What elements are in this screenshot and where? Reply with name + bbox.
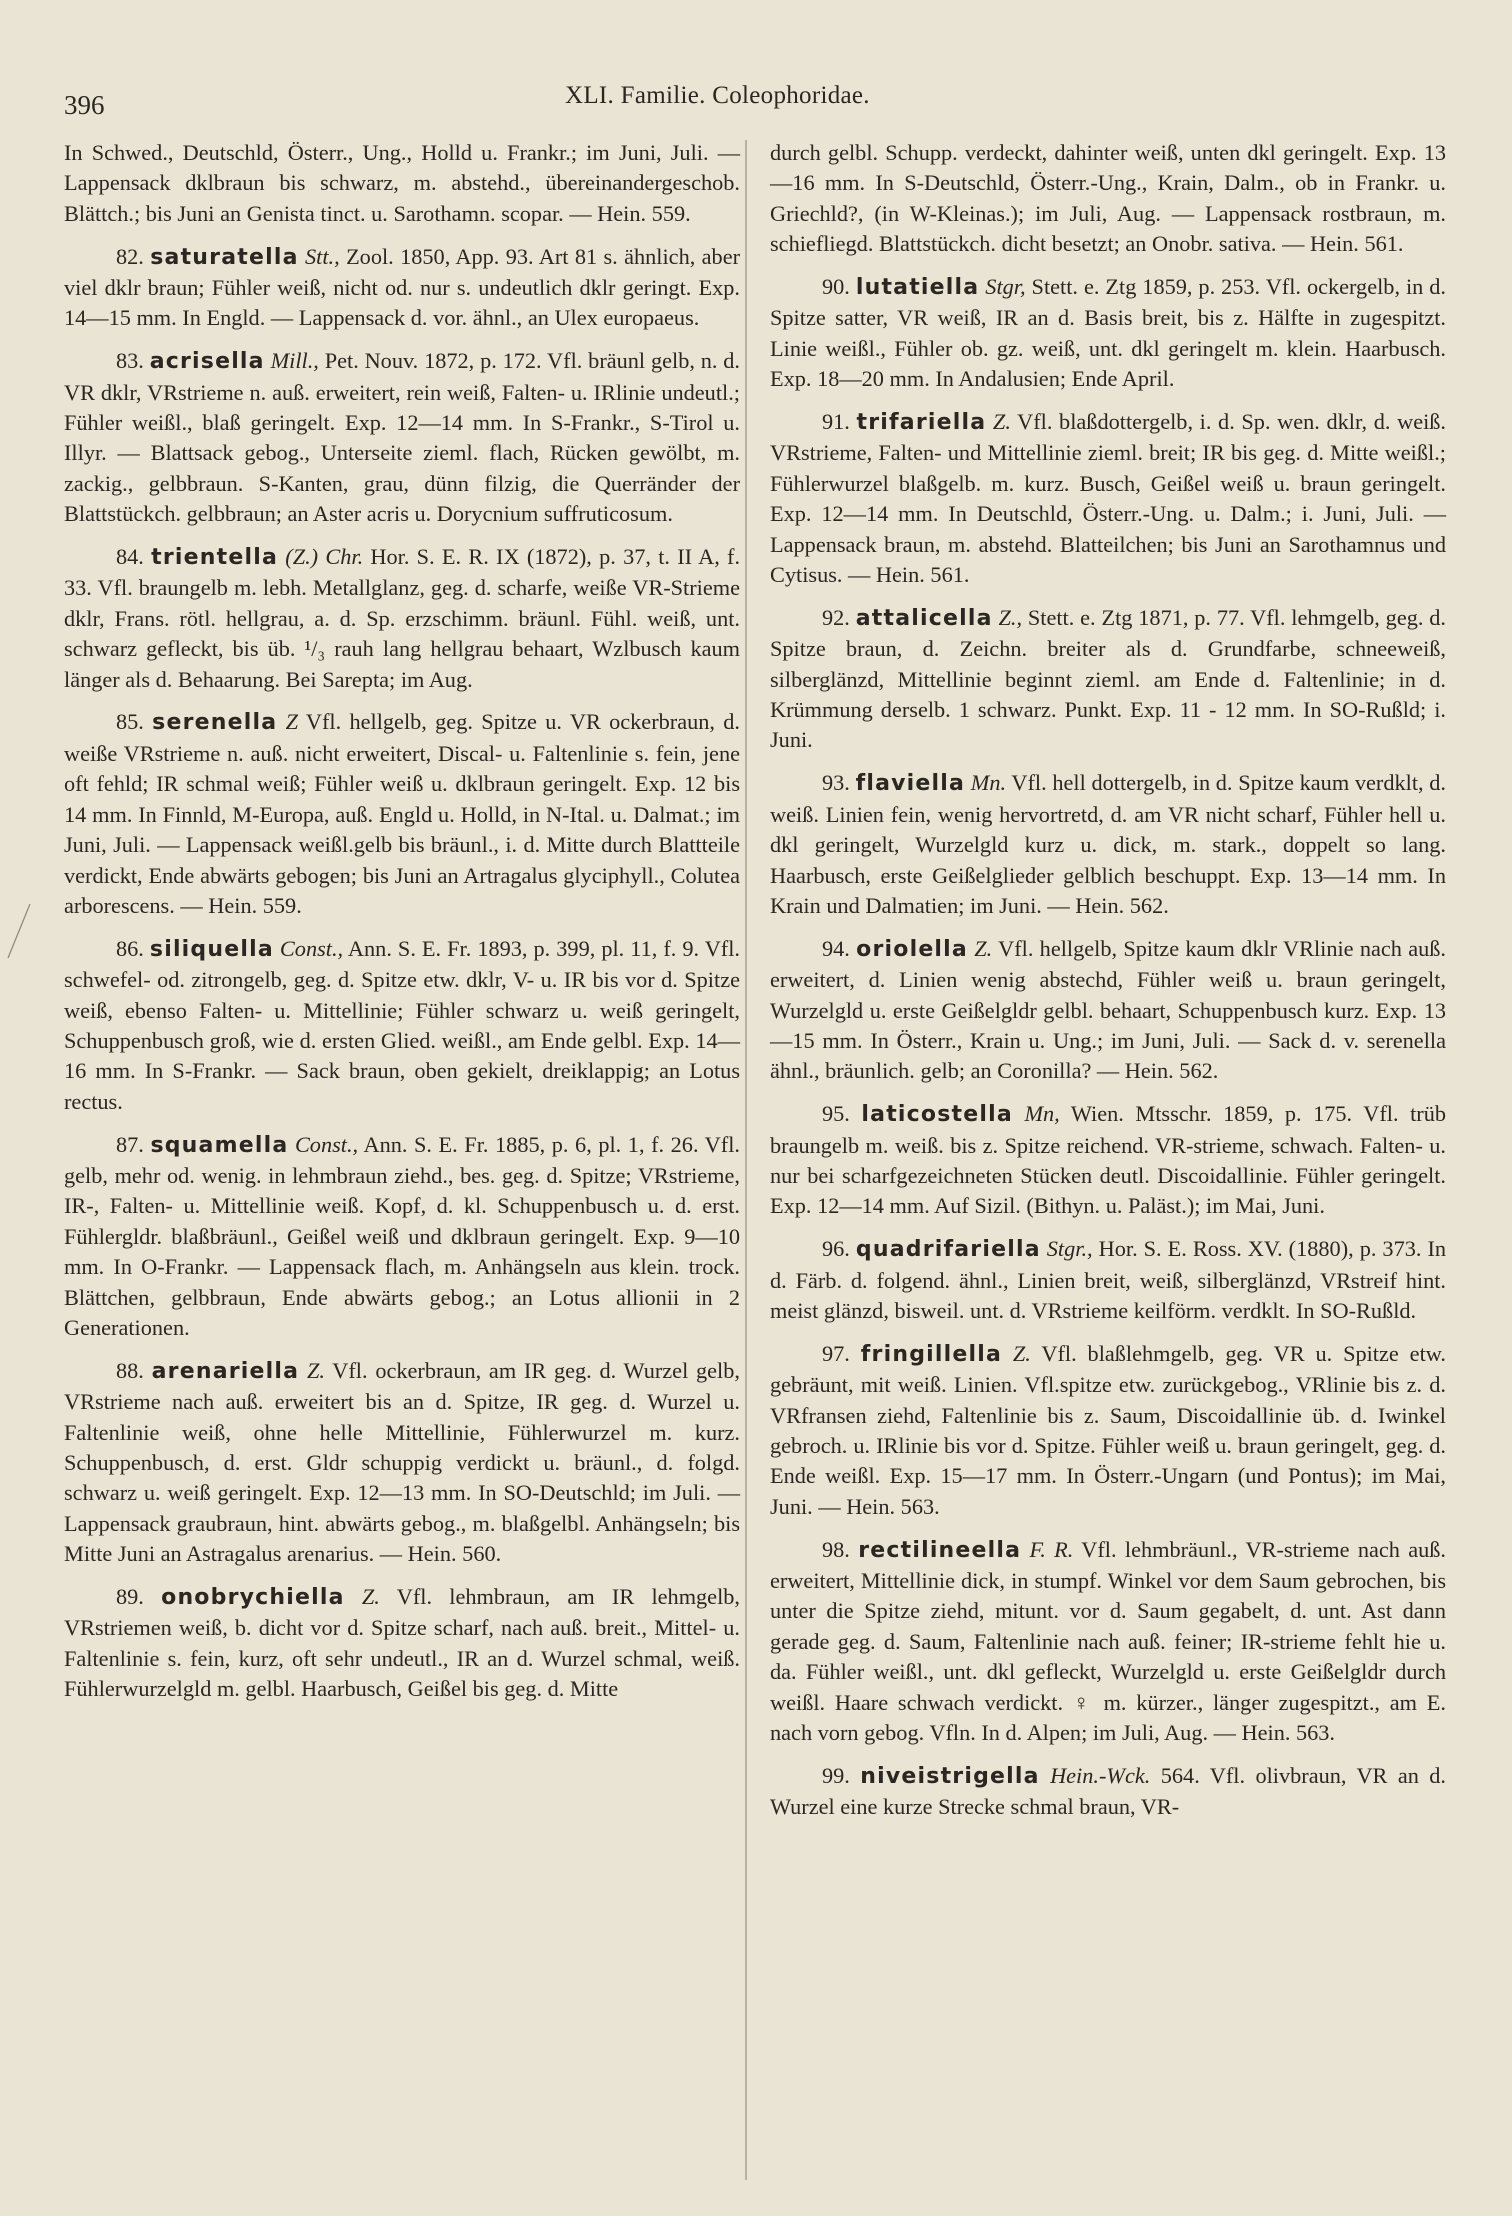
species-entry bbox=[770, 1761, 1446, 1823]
entry-number: 86. bbox=[116, 935, 144, 961]
entry-number: 98. bbox=[822, 1536, 850, 1562]
entry-text: Ann. S. E. Fr. 1885, p. 6, pl. 1, f. 26. Vfl. gelb, mehr od. wenig. in lehmbraun ziehd., bes. geg. d. Spitze; VRstrieme, IR-, Falten- u. Mittellinie weiß. Kopf, d. kl. Schuppenbusch u. d. erst. Fühlergldr. blaßbräunl., Geißel weiß und dklbraun geringelt. Exp. 9—10 mm. In O-Frankr. — Lappensack flach, m. Anhängseln aus klein. trock. Blättchen, gelbbraun, Ende abwärts gebog.; an Lotus allionii in 2 Generationen. bbox=[64, 1131, 740, 1340]
author-citation: (Z.) Chr. bbox=[285, 544, 364, 570]
entry-number: 90. bbox=[822, 274, 850, 300]
species-name: trientella bbox=[151, 545, 278, 571]
author-citation: Stt., bbox=[305, 243, 340, 269]
author-citation: Z. bbox=[992, 409, 1011, 435]
entry-number: 83. bbox=[116, 348, 144, 374]
species-entry bbox=[770, 768, 1446, 921]
entry-number: 99. bbox=[822, 1762, 850, 1788]
entry-text: In Schwed., Deutschld, Österr., Ung., Holld u. Frankr.; im Juni, Juli. — Lappensack dklbraun bis schwarz, m. abstehd., übereinandergeschob. Blättch.; bis Juni an Genista tinct. u. Sarothamn. scopar. — Hein. 559. bbox=[64, 140, 740, 226]
author-citation: Z. bbox=[974, 935, 993, 961]
page-number: 396 bbox=[64, 90, 105, 120]
entry-text: Hor. S. E. R. IX (1872), p. 37, t. II A, f. 33. Vfl. braungelb m. lebh. Metallglanz, geg. d. scharfe, weiße VR-Strieme dklr, Frans. rötl. hellgrau, a. d. Sp. erzschimm. bräunl. Fühl. weiß, unt. schwarz gefleckt, bis üb. ¹/₃ rauh lang hellgrau behaart, Wzlbusch kaum länger als d. Behaarung. Bei Sarepta; im Aug. bbox=[64, 544, 741, 692]
entry-text: Vfl. hellgelb, geg. Spitze u. VR ockerbraun, d. weiße VRstrieme n. auß. nicht erweitert, Discal- u. Faltenlinie s. fein, jene oft fehld; IR schmal weiß; Fühler weiß u. dklbraun geringelt. Exp. 12 bis 14 mm. In Finnld, M-Europa, auß. Engld u. Holld, in N-Ital. u. Dalmat.; im Juni, Juli. — Lappensack weißl.gelb bis bräunl., i. d. Mitte durch Blattteile verdickt, Ende abwärts gebogen; bis Juni an Artragalus glyciphyll., Colutea arborescens. — Hein. 559. bbox=[64, 709, 740, 918]
entry-number: 96. bbox=[822, 1236, 850, 1262]
entry-text: Zool. 1850, App. 93. Art 81 s. ähnlich, aber viel dklr braun; Fühler weiß, nicht od. nur s. undeutlich dklr geringt. Exp. 14—15 mm. In Engld. — Lappensack d. vor. ähnl., an Ulex europaeus. bbox=[64, 243, 741, 331]
entry-text: Vfl. lehmbräunl., VR-strieme nach auß. erweitert, Mittellinie dick, in stumpf. Winkel vor dem Saum gebrochen, bis unter die Spitze ziehd, mitunt. vor d. Saum gegabelt, d. unt. Ast dann gerade geg. d. Saum, Faltenlinie nach auß. feiner; IR-strieme fehlt hie u. da. Fühler weißl., unt. dkl gefleckt, Wurzelgld u. erste Geißelgldr durch weißl. Haare schwach verdickt. ♀ m. kürzer., länger zugespitzt., am E. nach vorn gebog. Vfln. In d. Alpen; im Juli, Aug. — Hein. 563. bbox=[770, 1536, 1447, 1746]
entry-number: 88. bbox=[116, 1357, 144, 1383]
author-citation: Mn, bbox=[1024, 1101, 1060, 1127]
author-citation: Hein.-Wck. bbox=[1050, 1762, 1151, 1788]
species-name: niveistrigella bbox=[860, 1763, 1040, 1789]
entry-number: 97. bbox=[822, 1340, 850, 1366]
species-entry bbox=[770, 934, 1446, 1087]
right-column bbox=[770, 138, 1446, 1835]
species-entry bbox=[64, 346, 740, 529]
pencil-mark-icon bbox=[0, 900, 40, 960]
entry-number: 85. bbox=[116, 709, 144, 735]
author-citation: F. R. bbox=[1029, 1536, 1074, 1562]
species-entry bbox=[770, 272, 1446, 395]
species-name: attalicella bbox=[855, 605, 993, 631]
author-citation: Mill., bbox=[270, 348, 319, 374]
author-citation: Stgr, bbox=[985, 274, 1026, 300]
continued-text bbox=[770, 138, 1446, 260]
entry-text: Vfl. blaßlehmgelb, geg. VR u. Spitze etw. gebräunt, mit weiß. Linien. Vfl.spitze etw. zurückgebog., VRlinie bis z. d. VRfransen ziehd, Faltenlinie bis z. Saum, Discoidallinie üb. d. Iwinkel gebroch. u. IRlinie bis vor d. Spitze. Fühler weiß u. braun geringelt, geg. d. Ende weißl. Exp. 15—17 mm. In Österr.-Ungarn (und Pontus); im Mai, Juni. — Hein. 563. bbox=[770, 1340, 1446, 1519]
species-name: squamella bbox=[150, 1132, 289, 1158]
species-entry bbox=[770, 1234, 1446, 1326]
species-entry bbox=[64, 1356, 740, 1570]
species-entry bbox=[64, 1130, 740, 1344]
entry-text: Vfl. hellgelb, Spitze kaum dklr VRlinie nach auß. erweitert, d. Linien wenig abstechd, Fühler weiß u. braun geringelt, Wurzelgld u. erste Geißelgldr gelbl. behaart, Schuppenbusch kurz. Exp. 13—15 mm. In Österr., Krain u. Ung.; im Juni, Juli. — Sack d. v. serenella ähnl., bräunlich. gelb; an Coronilla? — Hein. 562. bbox=[770, 935, 1446, 1084]
author-citation: Z. bbox=[361, 1584, 380, 1609]
author-citation: Z bbox=[285, 709, 298, 735]
entry-text: Hor. S. E. Ross. XV. (1880), p. 373. In d. Färb. d. folgend. ähnl., Linien breit, weiß, silberglänzd, VRstreif hint. meist glänzd, bisweil. unt. d. VRstrieme keilförm. verdklt. In SO-Rußld. bbox=[770, 1236, 1447, 1323]
author-citation: Z. bbox=[1012, 1340, 1031, 1366]
species-name: serenella bbox=[152, 710, 278, 736]
species-name: oriolella bbox=[856, 936, 968, 962]
continued-text bbox=[64, 138, 740, 229]
species-entry bbox=[770, 407, 1446, 590]
author-citation: Const., bbox=[279, 935, 344, 961]
species-name: trifariella bbox=[856, 410, 987, 436]
entry-number: 92. bbox=[822, 604, 850, 630]
species-entry bbox=[64, 934, 740, 1117]
entry-text: Vfl. blaßdottergelb, i. d. Sp. wen. dklr, d. weiß. VRstrieme, Falten- und Mittellinie zieml. breit; IR bis geg. d. Mitte weißl.; Fühlerwurzel blaßgelb. m. kurz. Busch, Geißel weiß u. braun geringelt. Exp. 12—14 mm. In Deutschld, Österr.-Ung. u. Dalm.; i. Juni, Juli. — Lappensack braun, m. abstehd. Blatteilchen; bis Juni an Sarothamnus und Cytisus. — Hein. 561. bbox=[770, 409, 1447, 588]
entry-text: Ann. S. E. Fr. 1893, p. 399, pl. 11, f. 9. Vfl. schwefel- od. zitrongelb, geg. d. Spitze etw. dklr, V- u. IR bis vor d. Spitze weiß, ebenso Falten- u. Mittellinie; Fühler schwarz u. weiß geringelt, Schuppenbusch groß, wie d. ersten Glied. weißl., am Ende gelbl. Exp. 14—16 mm. In S-Frankr. — Sack braun, oben gekielt, dreiklappig; an Lotus rectus. bbox=[64, 935, 740, 1114]
entry-text: Wien. Mtsschr. 1859, p. 175. Vfl. trüb braungelb m. weiß. bis z. Spitze reichend. VR-strieme, schwach. Falten- u. nur bei scharfgezeichneten Stücken deutl. Discoidallinie. Fühler geringelt. Exp. 12—14 mm. Auf Sizil. (Bithyn. u. Paläst.); im Mai, Juni. bbox=[770, 1101, 1446, 1219]
entry-text: Vfl. lehmbraun, am IR lehmgelb, VRstriemen weiß, b. dicht vor d. Spitze scharf, nach auß. breit., Mittel- u. Faltenlinie s. fein, kurz, oft sehr undeutl., IR an d. Wurzel schmal, weiß. Fühlerwurzelgld m. gelbl. Haarbusch, Geißel bis geg. d. Mitte bbox=[64, 1584, 740, 1702]
species-entry bbox=[770, 1535, 1446, 1749]
entry-number: 93. bbox=[822, 770, 850, 796]
species-name: rectilineella bbox=[858, 1537, 1022, 1563]
species-name: acrisella bbox=[149, 349, 265, 375]
species-entry bbox=[64, 1582, 740, 1705]
species-entry bbox=[770, 1099, 1446, 1222]
species-name: fringillella bbox=[860, 1341, 1003, 1367]
entry-number: 91. bbox=[822, 409, 850, 435]
species-entry bbox=[64, 707, 740, 921]
author-citation: Const., bbox=[294, 1131, 359, 1157]
species-name: arenariella bbox=[151, 1358, 300, 1384]
author-citation: Z. bbox=[306, 1357, 325, 1383]
author-citation: Mn. bbox=[970, 770, 1007, 796]
species-entry bbox=[64, 242, 740, 334]
column-divider bbox=[745, 140, 747, 2180]
species-name: flaviella bbox=[855, 771, 966, 797]
running-title: XLI. Familie. Coleophoridae. bbox=[565, 82, 870, 109]
entry-text: Vfl. hell dottergelb, in d. Spitze kaum verdklt, d. weiß. Linien fein, wenig hervortretd, d. am VR nicht scharf, Fühler hell u. dkl geringelt, Wurzelgld kurz u. dick, m. stark., doppelt so lang. Haarbusch, erste Geißelglieder gelblich beschuppt. Exp. 13—14 mm. In Krain und Dalmatien; im Juni. — Hein. 562. bbox=[770, 770, 1447, 918]
species-entry bbox=[64, 542, 740, 695]
species-name: siliquella bbox=[149, 936, 274, 962]
species-name: quadrifariella bbox=[855, 1237, 1041, 1263]
species-name: saturatella bbox=[150, 244, 299, 270]
entry-text: 564. Vfl. olivbraun, VR an d. Wurzel eine kurze Strecke schmal braun, VR- bbox=[770, 1762, 1446, 1820]
entry-text: Stett. e. Ztg 1859, p. 253. Vfl. ockergelb, in d. Spitze satter, VR weiß, IR an d. Basis breit, bis z. Hälfte in zugespitzt. Linie weißl., Fühler ob. gz. weiß, unt. dkl geringelt m. klein. Haarbusch. Exp. 18—20 mm. In Andalusien; Ende April. bbox=[770, 274, 1447, 392]
entry-text: Pet. Nouv. 1872, p. 172. Vfl. bräunl gelb, n. d. VR dklr, VRstrieme n. auß. erweitert, rein weiß, Falten- u. IRlinie undeutl.; Fühler weißl., blaß geringelt. Exp. 12—14 mm. In S-Frankr., S-Tirol u. Illyr. — Blattsack gebog., Unterseite zieml. flach, Rücken gewölbt, m. zackig., gelbbraun. S-Kanten, grau, dünn filzig, die Querränder der Blattstückch. gelbbraun; an Aster acris u. Dorycnium suffruticosum. bbox=[64, 348, 741, 527]
entry-text: Stett. e. Ztg 1871, p. 77. Vfl. lehmgelb, geg. d. Spitze braun, d. Zeichn. breiter als d. Grundfarbe, schneeweiß, silberglänzd, Mittellinie beginnt zieml. am Ende d. Faltenlinie; in d. Krümmung derselb. 1 schwarz. Punkt. Exp. 11 - 12 mm. In SO-Rußld; i. Juni. bbox=[770, 604, 1446, 753]
species-entry bbox=[770, 603, 1446, 756]
entry-number: 95. bbox=[822, 1101, 850, 1127]
species-name: laticostella bbox=[861, 1102, 1013, 1128]
entry-number: 82. bbox=[116, 243, 144, 269]
entry-number: 87. bbox=[116, 1131, 144, 1157]
entry-number: 84. bbox=[116, 544, 144, 570]
entry-number: 94. bbox=[822, 935, 850, 961]
species-entry bbox=[770, 1339, 1446, 1522]
species-name: lutatiella bbox=[855, 275, 980, 301]
entry-text: durch gelbl. Schupp. verdeckt, dahinter weiß, unten dkl geringelt. Exp. 13—16 mm. In S-Deutschld, Österr.-Ung., Krain, Dalm., ob in Frankr. u. Griechld?, (in W-Kleinas.); im Juli, Aug. — Lappensack rostbraun, m. schiefliegd. Blattstückch. dicht besetzt; an Onobr. sativa. — Hein. 561. bbox=[770, 140, 1446, 257]
species-name: onobrychiella bbox=[161, 1585, 345, 1610]
author-citation: Stgr., bbox=[1046, 1236, 1093, 1262]
entry-text: Vfl. ockerbraun, am IR geg. d. Wurzel gelb, VRstrieme nach auß. erweitert bis an d. Spitze, IR geg. d. Wurzel u. Faltenlinie weiß, ohne helle Mittellinie, Fühlerwurzel m. kurz. Schuppenbusch, d. erst. Gldr schuppig verdickt u. bräunl., d. folgd. schwarz u. weiß geringelt. Exp. 12—13 mm. In SO-Deutschld; im Juli. — Lappensack graubraun, hint. abwärts gebog., m. blaßgelbl. Anhängseln; bis Mitte Juni an Astragalus arenarius. — Hein. 560. bbox=[64, 1357, 740, 1567]
left-column bbox=[64, 138, 740, 1717]
entry-number: 89. bbox=[116, 1584, 144, 1609]
author-citation: Z., bbox=[998, 604, 1023, 630]
